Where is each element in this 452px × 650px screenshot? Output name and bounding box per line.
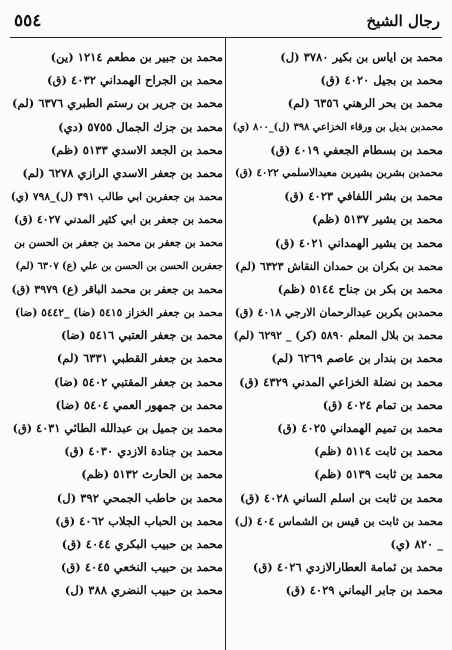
- index-entry: محمد بن جبير بن مطعم ١٢١٤ (ين): [50, 50, 223, 64]
- index-entry: محمد بن جعفر الخزاز ٥٤١٥ (ضا) _٥٤٤٢ (ضا): [15, 306, 223, 320]
- index-entry: محمد بن حبيب النضري ٣٨٨ (ل): [64, 583, 223, 598]
- index-entry: محمد بن جزك الجمال ٥٧٥٥ (دي): [58, 119, 223, 134]
- index-entry: محمد بن جميل بن عبدالله الطائي ٤٠٣١ (ق): [12, 421, 223, 435]
- index-entry: محمد بن اياس بن بكير ٣٧٨٠ (ل): [280, 50, 443, 64]
- index-entry: محمد بن حاطب الجمحي ٣٩٢ (ل): [56, 490, 223, 505]
- index-entry: محمد بن جعفر الاسدي الرازي ٦٢٧٨ (لم): [22, 165, 223, 180]
- index-entry: جعفربن الحسن بن الحسن بن علي (ع) ٦٣٠٧ (لم): [15, 260, 223, 272]
- left-column: [10, 46, 223, 603]
- index-entry: محمد بن تمام ٤٠٢٤ (ق): [322, 397, 443, 412]
- index-entry: محمد بن جرير بن رستم الطبري ٦٣٧٦ (لم): [12, 96, 223, 111]
- index-entry: محمد بن ثابت ٥١٣٩ (ظم): [314, 467, 443, 482]
- index-entry: محمد بن ثابت بن قيس بن الشماس ٤٠٤ (ل): [234, 514, 443, 528]
- running-title: رجال الشيخ: [366, 12, 440, 30]
- index-entry: محمد بن تميم الهمداني ٤٠٢٥ (ق): [277, 421, 443, 435]
- index-entry: محمد بن جمهور العمي ٥٤٠٤ (ضا): [55, 397, 223, 412]
- index-entry: محمد بن جعفر العتبي ٥٤١٦ (ضا): [60, 328, 223, 343]
- index-entry: محمد بن ثمامة العطارالازدي ٤٠٢٦ (ق): [252, 560, 443, 575]
- index-entry: محمدبن بكربن عبدالرحمان الارجي ٤٠١٨ (ق): [234, 306, 443, 320]
- index-entry: محمد بن جعفر القطبي ٦٣٣١ (لم): [56, 351, 223, 366]
- index-entry: محمد بن جعفر بن محمد الباقر (ع) ٣٩٧٩ (ق): [11, 282, 223, 296]
- index-entry: محمد بن جعفر بن محمد بن جعفر بن الحسن بن: [14, 236, 223, 249]
- index-entry: محمد بن جعفر المقتبي ٥٤٠٢ (ضا): [54, 374, 223, 389]
- index-entry: محمد بن ثابت بن اسلم الساني ٤٠٢٨ (ق): [239, 490, 443, 505]
- index-entry: محمد بن بسطام الجعفي ٤٠١٩ (ق): [270, 142, 443, 157]
- index-entry: _ ٨٢٠ (ي): [390, 536, 443, 551]
- index-entry: محمد بن بشير ٥١٣٧ (ظم): [312, 212, 443, 227]
- index-entry: محمد بن جعفربن ابي طالب ٣٩١ (ل)_٧٩٨ (ي): [10, 190, 223, 204]
- index-entry: محمد بن بجيل ٤٠٢٠ (ق): [320, 73, 443, 88]
- index-entry: محمد بن جابر اليماني ٤٠٢٩ (ق): [285, 583, 443, 598]
- right-column: [230, 46, 443, 603]
- index-entry: محمد بن بلال المعلم ٥٨٩٠ (كر) _ ٦٢٩٢ (لم): [233, 329, 443, 343]
- index-entry: محمد بن الحارث ٥١٣٢ (ظم): [81, 467, 223, 482]
- index-entry: محمد بن بكر بن جناح ٥١٤٤ (ظم): [277, 281, 443, 296]
- header-rule: [10, 37, 442, 38]
- column-divider: [225, 38, 226, 650]
- index-entry: محمد بن بشير الهمداني ٤٠٢١ (ق): [274, 235, 443, 250]
- index-entry: محمد بن نضلة الخزاعي المدني ٤٣٢٩ (ق): [239, 374, 443, 389]
- index-entry: محمد بن جنادة الازدي ٤٠٣٠ (ق): [64, 444, 223, 459]
- index-entry: محمد بن بندار بن عاصم ٦٢٦٩ (لم): [271, 351, 443, 366]
- index-entry: محمد بن بحر الرهني ٦٣٥٦ (لم): [287, 96, 443, 111]
- index-entry: محمد بن جعفر بن ابي كثير المدني ٤٠٢٧ (ق): [14, 213, 223, 227]
- index-entry: محمد بن بشر اللفافي ٤٠٢٣ (ق): [284, 189, 443, 204]
- index-entry: محمد بن بكران بن حمدان النقاش ٦٣٢٣ (لم): [234, 259, 443, 273]
- page-number: ٥٥٤: [14, 11, 42, 31]
- index-entry: محمد بن الجراح الهمداني ٤٠٣٢ (ق): [47, 73, 223, 88]
- index-entry: محمدبن بشربن بشيربن معبدالاسلمي ٤٠٢٢ (ق): [234, 166, 443, 179]
- index-entry: محمد بن حبيب النخعي ٤٠٤٥ (ق): [60, 560, 223, 575]
- index-entry: محمدبن بديل بن ورقاء الخزاعي ٣٩٨ (ل)_٨٠٠ (ي): [232, 121, 443, 133]
- index-entry: محمد بن حبيب البكري ٤٠٤٤ (ق): [61, 536, 223, 551]
- index-entry: محمد بن الجعد الاسدي ٥١٣٣ (ظم): [50, 142, 223, 157]
- index-entry: محمد بن ثابت ٥١١٤ (ظم): [314, 444, 443, 459]
- index-entry: محمد بن الحباب الجلاب ٤٠٦٢ (ق): [55, 513, 223, 528]
- page-header: [14, 6, 440, 36]
